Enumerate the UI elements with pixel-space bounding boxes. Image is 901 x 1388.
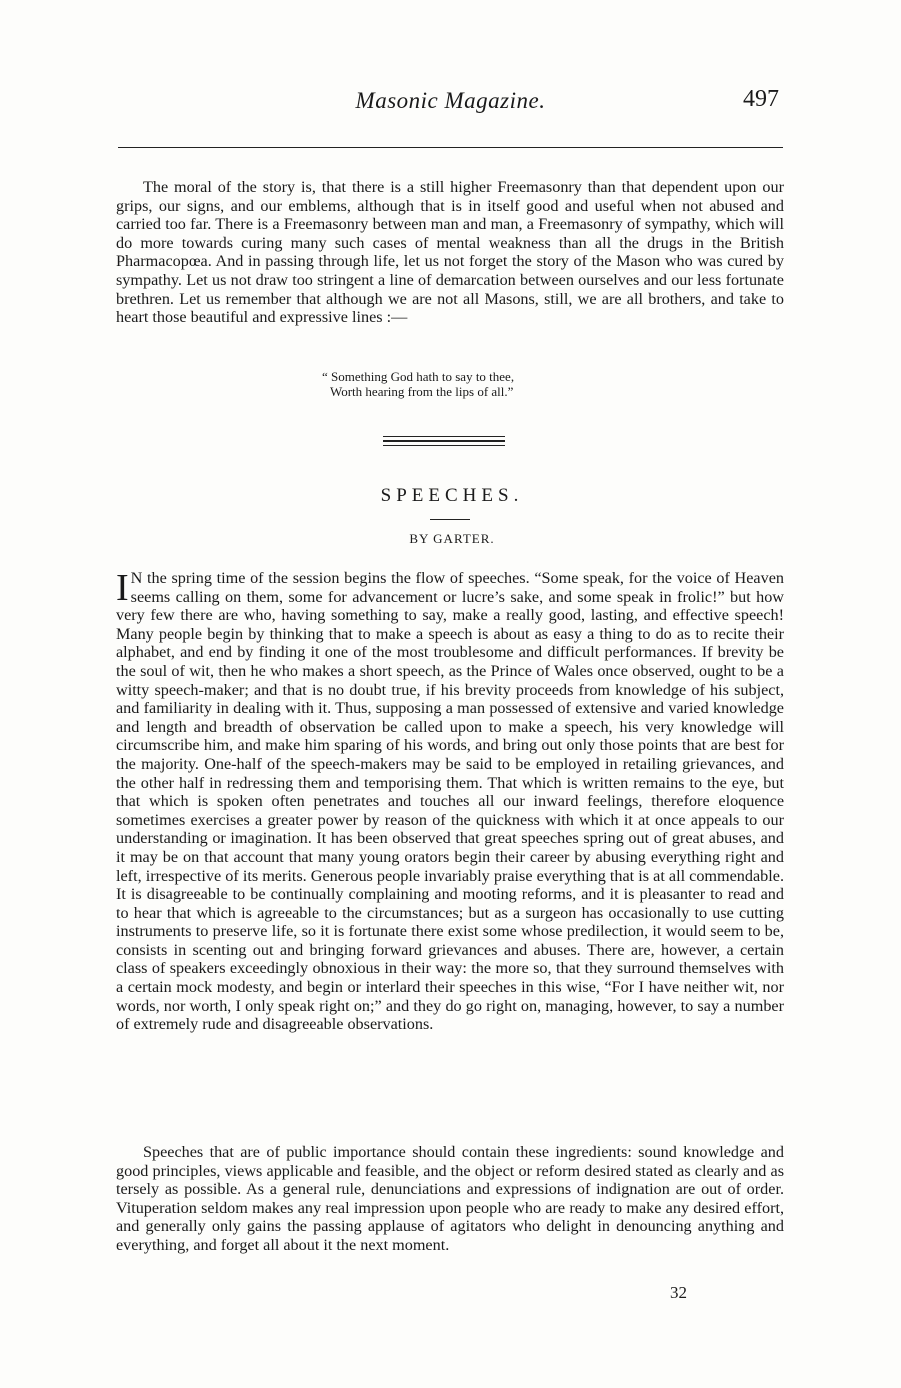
- article-title: SPEECHES.: [380, 485, 524, 506]
- moral-paragraph: The moral of the story is, that there is a still higher Freemasonry than that dependent upon our grips, our signs, and our emblems, although that is in itself good and useful when not abused and carried too far. There is a Freemasonry between man and man, a Freemasonry of sympathy, which will do more towards curing many such cases of mental weakness than all the drugs in the British Pharmacopœa. And in passing through life, let us not forget the story of the Mason who was cured by sympathy. Let us not draw too stringent a line of demarcation between ourselves and our less fortunate brethren. Let us remember that although we are not all Masons, still, we are all brothers, and take to heart those beautiful and expressive lines :—: [116, 178, 784, 327]
- closing-paragraph: Speeches that are of public importance should contain these ingredients: sound knowledge and good principles, views applicable and feasible, and the object or reform desired stated as clearly and as tersely as possible. As a general rule, denunciations and expressions of indignation are out of order. Vituperation seldom makes any real impression upon people who are ready to make any desired effort, and generally only gains the passing applause of agitators who delight in denouncing anything and everything, and forget all about it the next moment.: [116, 1143, 784, 1254]
- section-divider: [383, 436, 505, 446]
- signature-mark: 32: [670, 1283, 687, 1302]
- verse-line-2: Worth hearing from the lips of all.”: [330, 384, 514, 399]
- opening-paragraph-text: N the spring time of the session begins the flow of speeches. “Some speak, for the voice of Heaven seems calling on them, some for advancement or lucre’s sake, and some speak in frolic!” but how very few there are who, having something to say, make a really good, lasting, and effective speech! Many people begin by thinking that to make a speech is about as easy a thing to do as to recite their alphabet, and end by finding it one of the most troublesome and difficult performances. If brevity be the soul of wit, then he who makes a short speech, as the Prince of Wales once observed, ought to be a witty speech-maker; and that is no doubt true, if his brevity proceeds from knowledge of his subject, and familiarity in dealing with it. Thus, supposing a man possessed of extensive and varied knowledge and length and breadth of observation be called upon to make a speech, his very knowledge will circumscribe him, and make him sparing of his words, and bring out only those points that are best for the majority. One-half of the speech-makers may be said to be employed in retailing grievances, and the other half in redressing them and temporising them. That which is written remains to the eye, but that which is spoken often penetrates and touches all our inward feelings, therefore eloquence sometimes exercises a greater power by reason of the quickness with which it at once appeals to our understanding or imagination. It has been observed that great speeches spring out of great abuses, and it may be on that account that many young orators begin their career by abusing everything right and left, irrespective of its merits. Generous people invariably praise everything that is at all commendable. It is disagreeable to be continually complaining and mooting reforms, and it is pleasanter to read and to hear that which is agreeable to the circumstances; but as a surgeon has occasionally to use cutting instruments to preserve life, so it is fortunate there exist some whose predilection, it would seem to be, consists in scenting out and bringing forward grievances and abuses. There are, however, a certain class of speakers exceedingly obnoxious in their way: the more so, that they surround themselves with a certain mock modesty, and begin or interlard their speeches in this wise, “For I have neither wit, nor words, nor worth, I only speak right on;” and they do go right on, managing, however, to say a number of extremely rude and disagreeable observations.: [116, 569, 784, 1034]
- page-number: 497: [743, 86, 779, 112]
- article-byline: BY GARTER.: [409, 531, 495, 546]
- title-rule: [430, 519, 470, 520]
- running-header: [118, 84, 783, 120]
- opening-paragraph: [116, 569, 784, 1034]
- verse-quote: [322, 369, 514, 399]
- drop-cap: I: [116, 567, 129, 609]
- header-rule: [118, 147, 783, 148]
- running-title: Masonic Magazine.: [355, 88, 546, 113]
- verse-line-1: “ Something God hath to say to thee,: [322, 369, 515, 384]
